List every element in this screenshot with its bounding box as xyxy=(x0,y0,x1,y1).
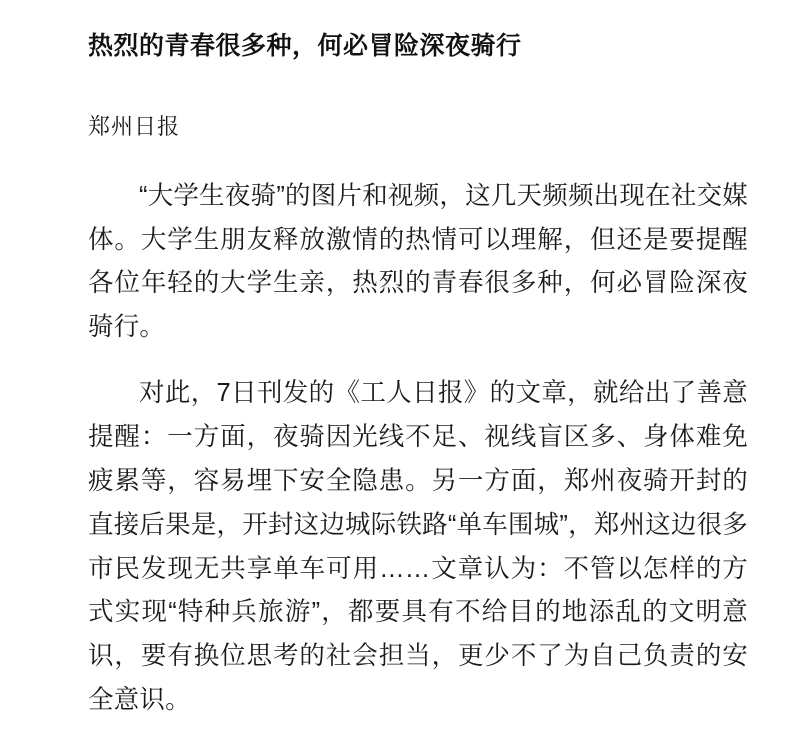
article-body xyxy=(88,175,766,723)
article-source: 郑州日报 xyxy=(88,113,181,139)
article-paragraph: “大学生夜骑”的图片和视频，这几天频频出现在社交媒体。大学生朋友释放激情的热情可以理解，但还是要提醒各位年轻的大学生亲，热烈的青春很多种，何必冒险深夜骑行。 xyxy=(88,181,748,342)
article-paragraph: 对此，7日刊发的《工人日报》的文章，就给出了善意提醒：一方面，夜骑因光线不足、视线盲区多、身体难免疲累等，容易埋下安全隐患。另一方面，郑州夜骑开封的直接后果是，开封这边城际铁路“单车围城”，郑州这边很多市民发现无共享单车可用……文章认为：不管以怎样的方式实现“特种兵旅游”，都要具有不给目的地添乱的文明意识，要有换位思考的社会担当，更少不了为自己负责的安全意识。 xyxy=(88,379,748,715)
page-title: 热烈的青春很多种，何必冒险深夜骑行 xyxy=(88,32,522,60)
